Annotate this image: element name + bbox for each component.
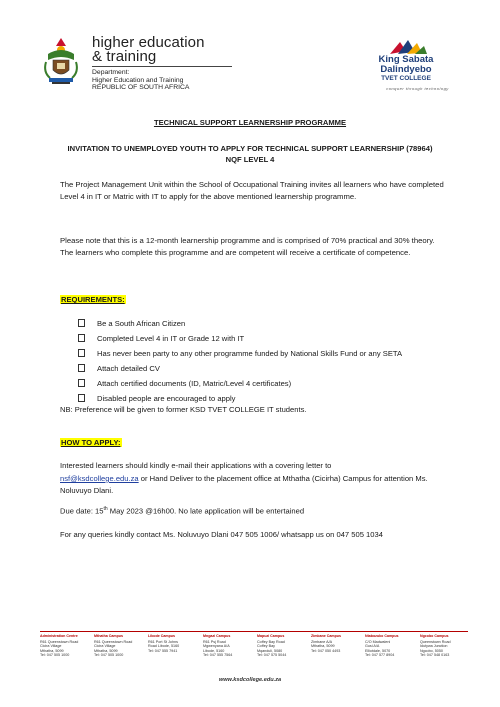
contact-queries: For any queries kindly contact Ms. Noluvuyo Dlani 047 505 1006/ whatsapp us on 047 505 1034 <box>60 530 383 539</box>
campus-column <box>257 634 309 658</box>
requirement-text: Disabled people are encouraged to apply <box>97 394 236 403</box>
campus-address-line: Mgwenyana A/A <box>203 644 230 649</box>
campus-address-line: Zimbane A/A <box>311 640 333 644</box>
apply-instructions-rest: or Hand Deliver to the placement office at Mthatha (Cicirha) Campus for attention Ms. Noluvuyo Dlani. <box>60 474 428 495</box>
campus-name: Mthatha Campus <box>94 634 123 638</box>
college-name <box>353 55 459 74</box>
campus-address-line: Cicira Village <box>40 644 62 649</box>
department-title-line1: higher education <box>92 34 205 51</box>
apply-instructions-line2 <box>60 473 450 496</box>
preference-note: NB: Preference will be given to former KSD TVET COLLEGE IT students. <box>60 405 307 414</box>
invitation-title: INVITATION TO UNEMPLOYED YOUTH TO APPLY FOR TECHNICAL SUPPORT LEARNERSHIP (78964) <box>67 144 433 153</box>
campus-address <box>311 640 363 653</box>
campus-address-line: R61 Queenstown Road <box>40 640 79 644</box>
campus-name: Ngcobo Campus <box>420 634 449 638</box>
campus-address-line: Tel: 047 505 1000 <box>94 653 124 658</box>
checkbox-bullet-icon <box>78 334 85 342</box>
campus-address-line: Tel: 047 050 4493 <box>311 648 341 653</box>
campus-address <box>148 640 200 653</box>
campus-address-line: Tel: 047 505 1000 <box>40 653 70 658</box>
campus-address <box>257 640 309 658</box>
requirement-text: Attach detailed CV <box>97 364 160 373</box>
campus-name: Mngazi Campus <box>203 634 231 638</box>
how-to-apply-heading: HOW TO APPLY: <box>61 438 121 447</box>
requirement-item <box>78 393 235 404</box>
campus-name: Mapuzi Campus <box>257 634 285 638</box>
requirement-text: Be a South African Citizen <box>97 319 186 328</box>
note-paragraph: Please note that this is a 12-month learnership programme and is comprised of 70% practical and 30% theory. The learners who complete this programme and are competent will receive a certificate of competence. <box>60 236 435 257</box>
campus-address-line: Ngcobo, 5050 <box>420 648 443 653</box>
campus-address-line: Cicira Village <box>94 644 116 649</box>
campus-address-line: R61 Port St Johns <box>148 640 178 644</box>
campus-address-line: C/O Madwaleni <box>365 640 391 644</box>
department-divider <box>92 66 232 67</box>
department-subtitle <box>92 69 189 92</box>
campus-address-line: Coffey Bay <box>257 644 275 649</box>
campus-address-line: Tel: 047 555 7941 <box>148 648 178 653</box>
campus-column <box>148 634 200 653</box>
campus-column <box>365 634 417 658</box>
checkbox-bullet-icon <box>78 319 85 327</box>
campus-column <box>40 634 92 658</box>
college-tagline: conquer through technology <box>386 86 449 91</box>
application-email-link[interactable]: nsf@ksdcollege.edu.za <box>60 474 139 483</box>
campus-name: Ntabozuko Campus <box>365 634 399 638</box>
due-date-prefix: Due date: 15 <box>60 506 104 516</box>
checkbox-bullet-icon <box>78 349 85 357</box>
due-date <box>60 506 304 516</box>
campus-address-line: Coffey Bay Road <box>257 640 285 644</box>
nqf-level: NQF LEVEL 4 <box>225 155 275 164</box>
campus-name: Administration Centre <box>40 634 78 638</box>
requirement-item <box>78 363 160 374</box>
campus-address-line: R61 Queenstown Road <box>94 640 133 644</box>
campus-address-line: Tel: 047 575 5044 <box>257 653 287 658</box>
coat-of-arms-emblem <box>40 36 82 86</box>
website-link[interactable]: www.ksdcollege.edu.za <box>218 677 282 683</box>
campus-address-line: Mqanduli, 5080 <box>257 648 283 653</box>
department-title <box>92 36 205 64</box>
requirements-heading: REQUIREMENTS: <box>61 295 125 304</box>
requirement-item <box>78 348 402 359</box>
college-subtitle: TVET COLLEGE <box>381 75 431 82</box>
campus-address-line: R61 Psj Road <box>203 640 226 644</box>
checkbox-bullet-icon <box>78 364 85 372</box>
campus-address-line: Mthatha, 5099 <box>311 644 335 649</box>
college-name-line1: King Sabata <box>378 54 434 65</box>
campus-address-line: Queenstown Road <box>420 640 451 644</box>
campus-address <box>94 640 146 658</box>
apply-instructions-line1: Interested learners should kindly e-mail their applications with a covering letter to <box>60 461 332 470</box>
campus-address-line: Mthatha, 5099 <box>94 648 118 653</box>
campus-column <box>420 634 472 658</box>
department-sub-line3: REPUBLIC OF SOUTH AFRICA <box>92 84 190 92</box>
requirement-item <box>78 333 244 344</box>
campus-name: Zimbane Campus <box>311 634 341 638</box>
requirement-text: Has never been party to any other programme funded by National Skills Fund or any SETA <box>97 349 403 358</box>
campus-column <box>94 634 146 658</box>
campus-address-line: Gusi A/A <box>365 644 380 649</box>
requirement-item <box>78 318 185 329</box>
checkbox-bullet-icon <box>78 394 85 402</box>
campus-address-line: Idutywa Junction <box>420 644 448 649</box>
requirement-text: Completed Level 4 in IT or Grade 12 with IT <box>97 334 245 343</box>
footer-divider <box>40 631 468 632</box>
department-sub-line1: Department: <box>92 69 130 76</box>
campus-address-line: Tel: 047 555 7564 <box>203 653 233 658</box>
department-sub-line2: Higher Education and Training <box>92 76 184 84</box>
campus-address <box>203 640 255 658</box>
campus-address-line: Tel: 047 548 0163 <box>420 653 450 658</box>
campus-address-line: Libode, 5160 <box>203 648 225 653</box>
requirement-item <box>78 378 291 389</box>
campus-address <box>420 640 472 658</box>
campus-address-line: Elliotdale, 5070 <box>365 648 391 653</box>
campus-column <box>311 634 363 653</box>
campus-address-line: Mthatha, 5099 <box>40 648 64 653</box>
campus-column <box>203 634 255 658</box>
campus-address-line: Road Libode, 5160 <box>148 644 180 649</box>
intro-paragraph: The Project Management Unit within the School of Occupational Training invites all learners who have completed Level 4 in IT or Matric with IT to apply for the above mentioned learnership programme. <box>60 180 444 201</box>
due-date-rest: May 2023 @16h00. No late application will be entertained <box>107 506 305 516</box>
programme-title: TECHNICAL SUPPORT LEARNERSHIP PROGRAMME <box>153 118 347 127</box>
campus-address <box>40 640 92 658</box>
checkbox-bullet-icon <box>78 379 85 387</box>
department-title-line2: & training <box>92 48 157 65</box>
campus-address <box>365 640 417 658</box>
campus-address-line: Tel: 047 577 8904 <box>365 653 395 658</box>
due-date-suffix: th <box>103 506 108 512</box>
college-name-line2: Dalindyebo <box>380 63 432 75</box>
campus-name: Libode Campus <box>148 634 175 638</box>
requirement-text: Attach certified documents (ID, Matric/Level 4 certificates) <box>97 379 292 388</box>
